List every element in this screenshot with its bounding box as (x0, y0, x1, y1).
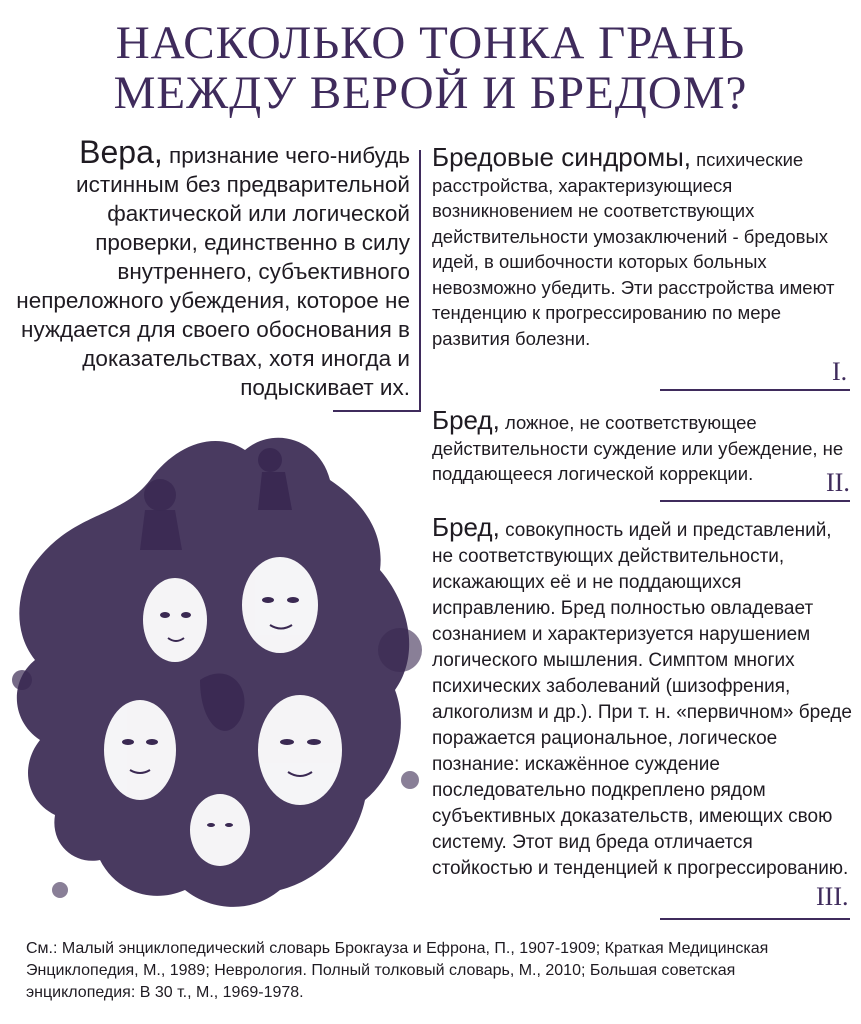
page-title-line-1: НАСКОЛЬКО ТОНКА ГРАНЬ (115, 17, 746, 69)
definition-1-text: психические расстройства, характеризующиеся возникновением не соответствующих действительности умозаключений - бредовых идей, в ошибочности которых больных невозможно убедить. Эти расстройства имеют тенденцию к прогрессированию по мере развития болезни. (432, 149, 835, 349)
definition-2 (432, 405, 852, 487)
faith-term: Вера, (79, 134, 163, 170)
references: См.: Малый энциклопедический словарь Брокгауза и Ефрона, П., 1907-1909; Краткая Медицинская Энциклопедия, М., 1989; Неврология. Полный толковый словарь, М., 2010; Большая советская энциклопедия: В 30 т., М., 1969-1978. (26, 940, 769, 1001)
definition-1-term: Бредовые синдромы, (432, 142, 691, 172)
definition-2-text: ложное, не соответствующее действительности суждение или убеждение, не поддающееся логической коррекции. (432, 412, 844, 484)
definition-3 (432, 514, 852, 882)
definition-2-term: Бред, (432, 405, 500, 435)
definition-2-underline (660, 500, 850, 502)
definition-1-numeral: I. (832, 357, 848, 386)
page-title-line-2: МЕЖДУ ВЕРОЙ И БРЕДОМ? (113, 67, 748, 119)
definition-1 (432, 142, 852, 351)
faith-definition (10, 134, 410, 402)
definition-1-underline (660, 389, 850, 391)
definition-3-term: Бред, (432, 512, 500, 542)
ink-faces-illustration (0, 420, 430, 920)
definition-3-text: совокупность идей и представлений, не соответствующих действительности, искажающих её и не поддающихся исправлению. Бред полностью овладевает сознанием и характеризуется нарушением логического мышления. Симптом многих психических заболеваний (шизофрения, алкоголизм и др.). При т. н. «первичном» бреде поражается рациональное, логическое познание: искажённое суждение последовательно подкреплено рядом субъективных доказательств, имеющих свою систему. Этот вид бреда отличается стойкостью и тенденцией к прогрессированию. (432, 520, 853, 879)
column-divider (419, 150, 421, 412)
faith-underline (333, 410, 421, 412)
definition-2-numeral: II. (826, 468, 850, 497)
definition-3-numeral: III. (816, 882, 849, 911)
definition-3-underline (660, 918, 850, 920)
faith-text: признание чего-нибудь истинным без предварительной фактической или логической проверки, единственно в силу внутреннего, субъективного непреложного убеждения, которое не нуждается для своего обоснования в доказательствах, хотя иногда и подыскивает их. (16, 143, 410, 400)
